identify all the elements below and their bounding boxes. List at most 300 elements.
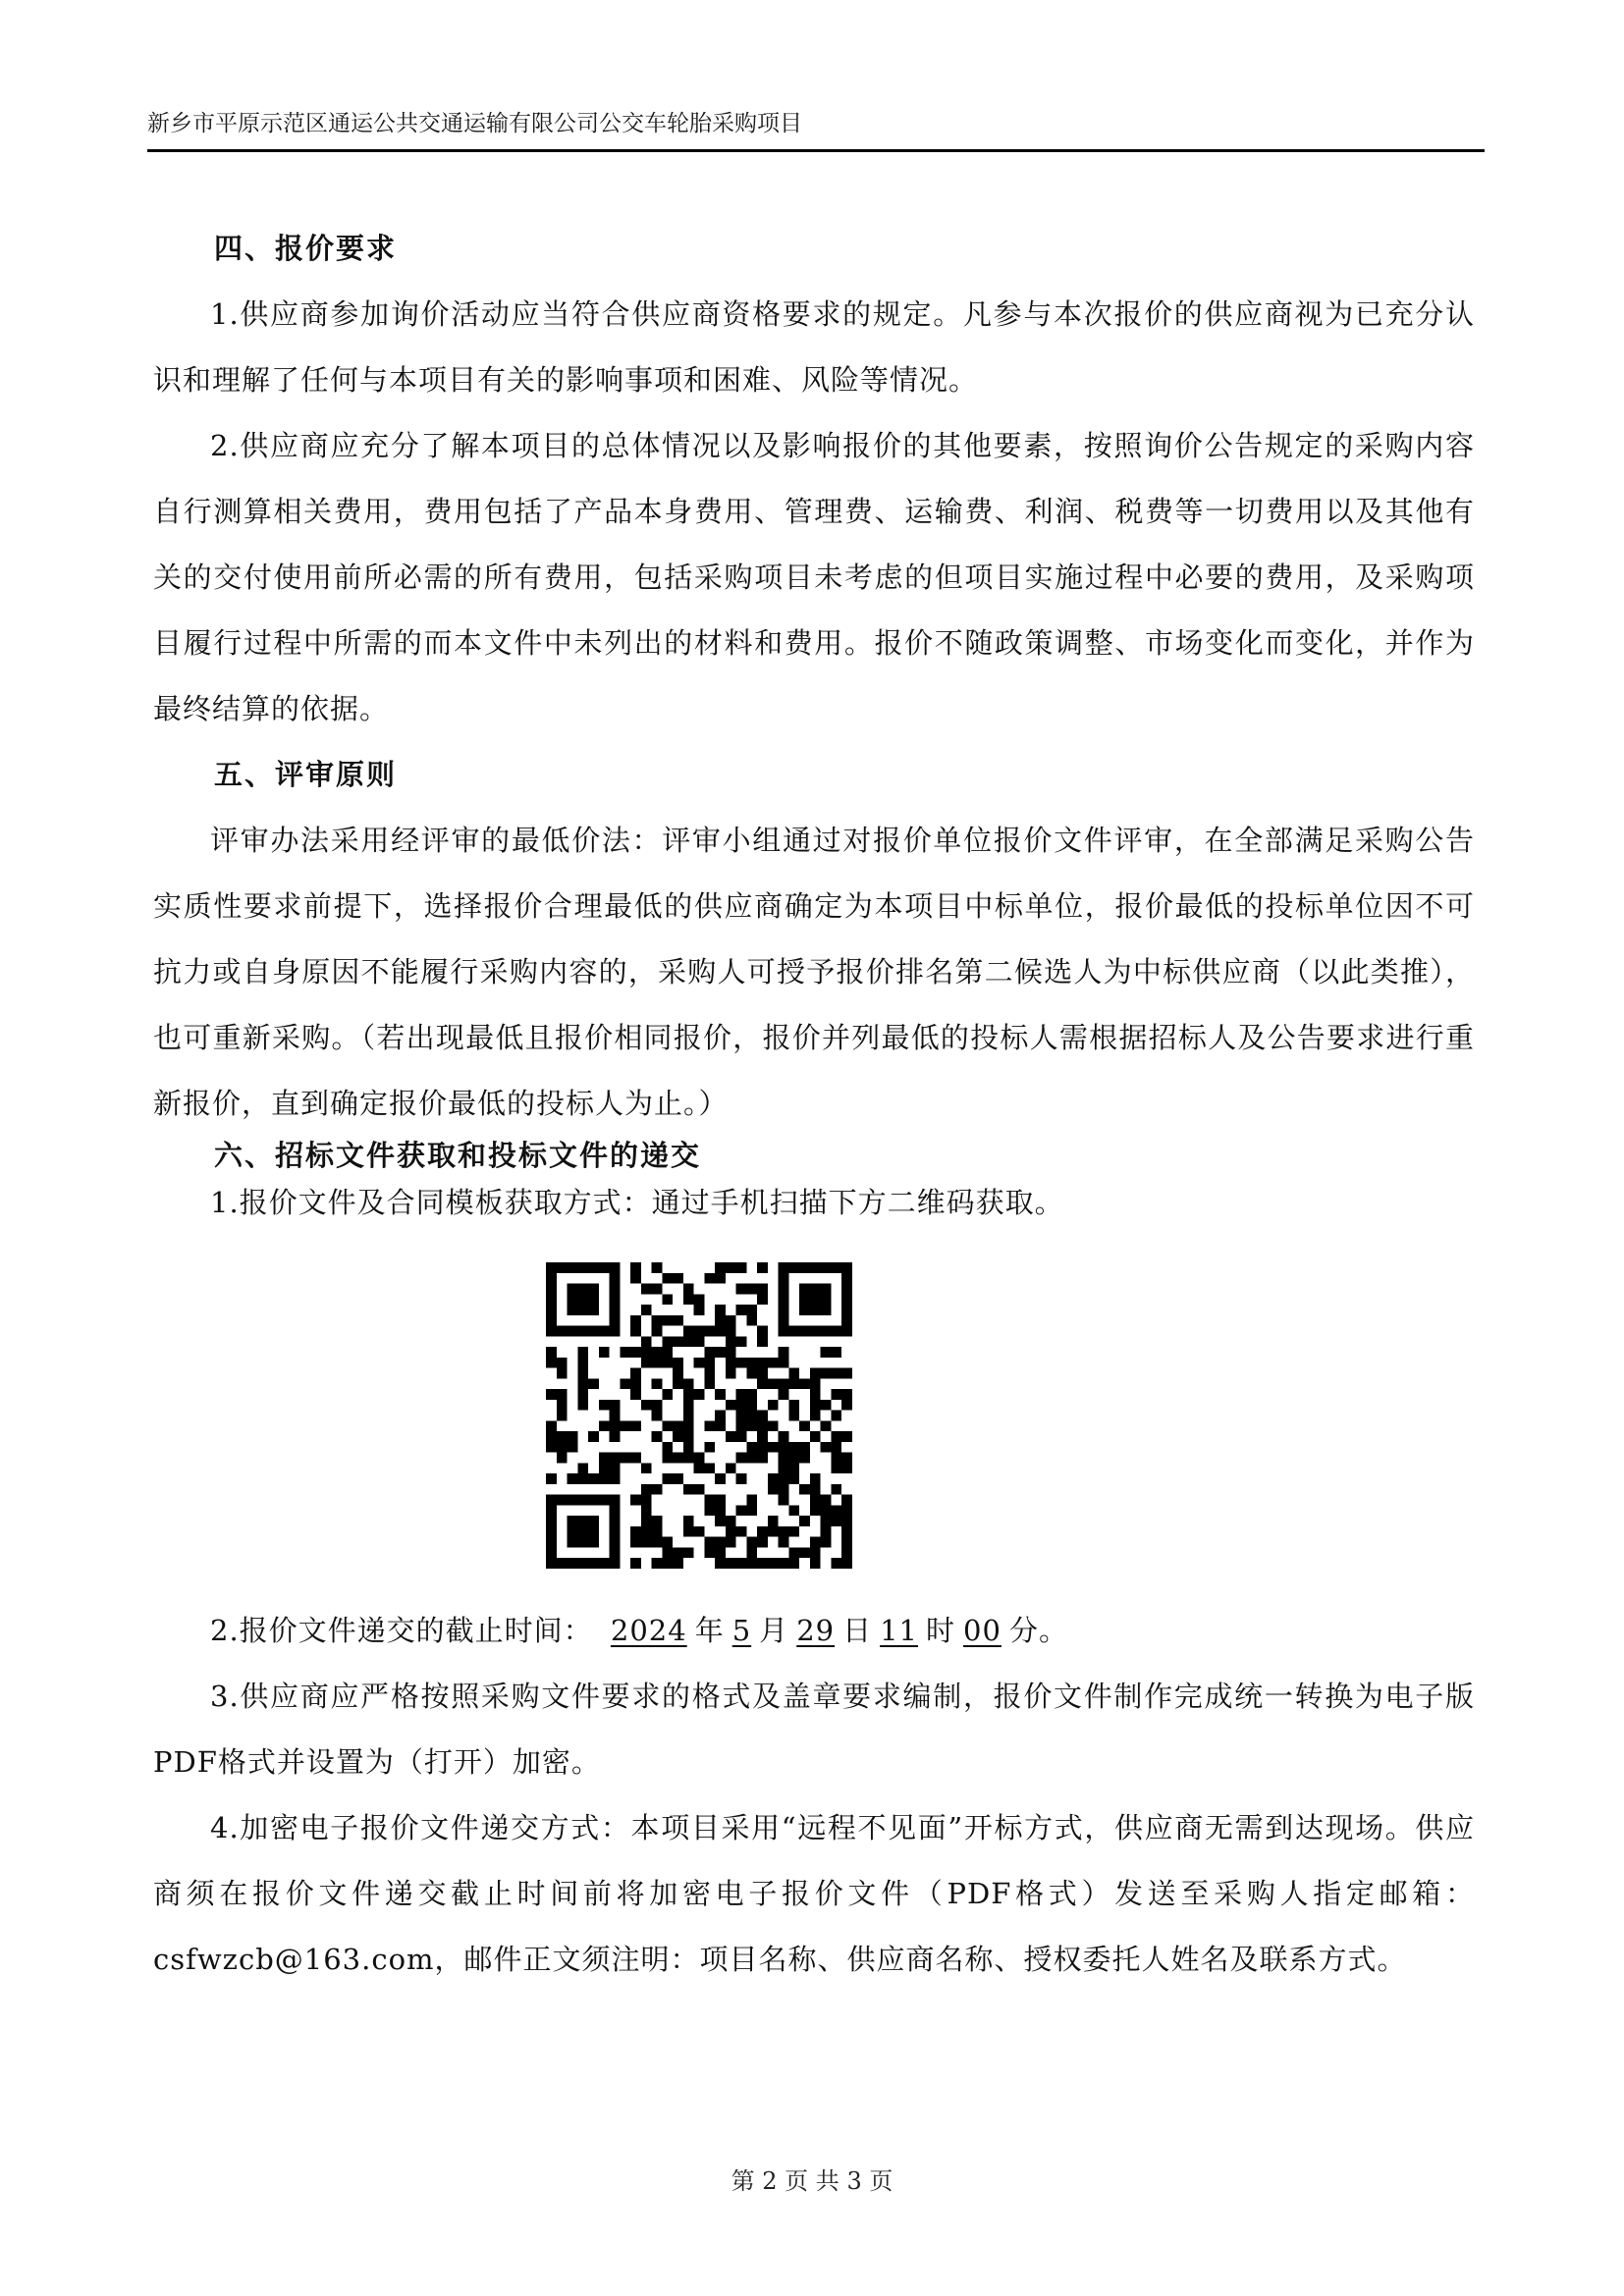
qr-module <box>652 1558 663 1569</box>
qr-module <box>610 1315 621 1326</box>
qr-module <box>610 1262 621 1273</box>
qr-module <box>568 1326 578 1337</box>
qr-module <box>610 1400 621 1411</box>
qr-module <box>810 1294 821 1305</box>
qr-module <box>841 1305 852 1315</box>
qr-module <box>610 1273 621 1284</box>
qr-module <box>831 1442 841 1453</box>
qr-module <box>726 1336 736 1347</box>
qr-module <box>831 1368 841 1379</box>
qr-module <box>726 1347 736 1358</box>
qr-module <box>683 1400 694 1411</box>
qr-module <box>841 1284 852 1295</box>
qr-module <box>673 1547 683 1558</box>
qr-module <box>779 1526 789 1537</box>
qr-module <box>746 1547 757 1558</box>
qr-module <box>704 1505 715 1516</box>
qr-module <box>683 1484 694 1495</box>
qr-module <box>768 1558 779 1569</box>
qr-module <box>610 1305 621 1315</box>
qr-module <box>841 1262 852 1273</box>
qr-module <box>779 1484 789 1495</box>
qr-module <box>683 1431 694 1442</box>
qr-module <box>746 1358 757 1368</box>
qr-module <box>810 1262 821 1273</box>
qr-module <box>788 1526 799 1537</box>
qr-module <box>831 1558 841 1569</box>
qr-module <box>799 1378 810 1389</box>
qr-module <box>799 1547 810 1558</box>
qr-module <box>641 1400 652 1411</box>
qr-module <box>673 1368 683 1379</box>
qr-module <box>577 1389 588 1400</box>
qr-module <box>768 1378 779 1389</box>
deadline-year: 2024 <box>610 1614 687 1647</box>
deadline-day: 29 <box>796 1614 836 1647</box>
qr-module <box>620 1378 630 1389</box>
qr-module <box>610 1284 621 1295</box>
qr-module <box>599 1473 610 1484</box>
qr-module <box>841 1516 852 1526</box>
qr-module <box>841 1315 852 1326</box>
qr-module <box>694 1463 705 1473</box>
qr-module <box>662 1315 673 1326</box>
qr-module <box>652 1516 663 1526</box>
qr-module <box>630 1495 641 1506</box>
qr-module <box>810 1431 821 1442</box>
qr-module <box>726 1463 736 1473</box>
qr-module <box>630 1378 641 1389</box>
qr-module <box>704 1463 715 1473</box>
qr-module <box>704 1537 715 1548</box>
paragraph: 4.加密电子报价文件递交方式：本项目采用“远程不见面”开标方式，供应商无需到达现场。供应商须在报价文件递交截止时间前将加密电子报价文件（PDF格式）发送至采购人指定邮箱：csfwzcb@163.com，邮件正文须注明：项目名称、供应商名称、授权委托人姓名及联系方式。 <box>153 1811 1475 1976</box>
qr-module <box>620 1453 630 1464</box>
qr-module <box>726 1516 736 1526</box>
qr-module <box>810 1473 821 1484</box>
qr-module <box>630 1537 641 1548</box>
qr-module <box>779 1358 789 1368</box>
qr-module <box>568 1442 578 1453</box>
qr-module <box>746 1411 757 1421</box>
qr-module <box>588 1495 599 1506</box>
qr-module <box>694 1484 705 1495</box>
qr-module <box>726 1558 736 1569</box>
qr-module <box>662 1453 673 1464</box>
qr-module <box>788 1368 799 1379</box>
qr-module <box>546 1431 557 1442</box>
qr-module <box>831 1463 841 1473</box>
qr-module <box>841 1453 852 1464</box>
qr-module <box>546 1326 557 1337</box>
qr-module <box>630 1558 641 1569</box>
page-number: 第 2 页 共 3 页 <box>731 2167 893 2195</box>
qr-module <box>810 1305 821 1315</box>
qr-module <box>736 1358 747 1368</box>
qr-module <box>841 1273 852 1284</box>
qr-module <box>599 1463 610 1473</box>
section-heading-quote-requirements: 四、报价要求 <box>214 232 398 265</box>
qr-module <box>610 1516 621 1526</box>
qr-module <box>841 1368 852 1379</box>
qr-module <box>779 1431 789 1442</box>
qr-module <box>715 1411 726 1421</box>
qr-module <box>630 1347 641 1358</box>
qr-module <box>821 1400 832 1411</box>
qr-module <box>557 1453 568 1464</box>
qr-module <box>577 1558 588 1569</box>
qr-module <box>577 1400 588 1411</box>
qr-module <box>568 1262 578 1273</box>
header-divider <box>147 149 1485 152</box>
qr-module <box>757 1294 768 1305</box>
qr-module <box>662 1273 673 1284</box>
qr-module <box>821 1505 832 1516</box>
qr-module <box>630 1368 641 1379</box>
qr-module <box>557 1442 568 1453</box>
qr-module <box>652 1431 663 1442</box>
qr-module <box>683 1284 694 1295</box>
qr-module <box>568 1516 578 1526</box>
qr-module <box>588 1305 599 1315</box>
qr-module <box>662 1442 673 1453</box>
qr-module <box>821 1495 832 1506</box>
qr-module <box>715 1547 726 1558</box>
qr-module <box>746 1420 757 1431</box>
qr-module <box>577 1378 588 1389</box>
qr-module <box>726 1431 736 1442</box>
qr-module <box>662 1294 673 1305</box>
qr-module <box>577 1347 588 1358</box>
qr-module <box>673 1336 683 1347</box>
deadline-hour-unit: 时 <box>926 1614 956 1647</box>
qr-module <box>588 1262 599 1273</box>
qr-module <box>736 1420 747 1431</box>
qr-module <box>768 1473 779 1484</box>
qr-module <box>588 1431 599 1442</box>
qr-module <box>641 1358 652 1368</box>
document-body <box>153 216 1475 1993</box>
page-header: 新乡市平原示范区通运公共交通运输有限公司公交车轮胎采购项目 <box>147 111 802 136</box>
qr-module <box>736 1389 747 1400</box>
qr-module <box>757 1358 768 1368</box>
qr-module <box>810 1484 821 1495</box>
deadline-label: 2.报价文件递交的截止时间： <box>210 1614 593 1647</box>
qr-module <box>704 1326 715 1337</box>
qr-module <box>821 1305 832 1315</box>
qr-module <box>568 1526 578 1537</box>
qr-module <box>546 1547 557 1558</box>
qr-module <box>799 1484 810 1495</box>
qr-module <box>588 1326 599 1337</box>
qr-module <box>757 1453 768 1464</box>
qr-module <box>546 1389 557 1400</box>
qr-module <box>810 1558 821 1569</box>
deadline-year-unit: 年 <box>694 1614 725 1647</box>
qr-module <box>568 1537 578 1548</box>
qr-module <box>841 1526 852 1537</box>
qr-module <box>568 1284 578 1295</box>
qr-module <box>831 1431 841 1442</box>
qr-module <box>557 1558 568 1569</box>
qr-module <box>821 1442 832 1453</box>
qr-module <box>652 1262 663 1273</box>
qr-module <box>683 1526 694 1537</box>
qr-module <box>610 1558 621 1569</box>
qr-module <box>557 1400 568 1411</box>
qr-module <box>599 1558 610 1569</box>
qr-module <box>779 1294 789 1305</box>
deadline-paragraph <box>153 1598 1475 1664</box>
qr-module <box>821 1526 832 1537</box>
qr-module <box>715 1326 726 1337</box>
qr-module <box>662 1537 673 1548</box>
qr-module <box>757 1368 768 1379</box>
qr-module <box>652 1378 663 1389</box>
section-heading-document-acquisition: 六、招标文件获取和投标文件的递交 <box>214 1139 702 1172</box>
qr-module <box>704 1442 715 1453</box>
qr-module <box>715 1347 726 1358</box>
qr-module <box>821 1347 832 1358</box>
qr-module <box>557 1389 568 1400</box>
qr-module <box>577 1526 588 1537</box>
qr-module <box>788 1558 799 1569</box>
qr-module <box>641 1526 652 1537</box>
qr-module <box>694 1358 705 1368</box>
qr-module <box>779 1262 789 1273</box>
qr-module <box>768 1420 779 1431</box>
qr-module <box>779 1273 789 1284</box>
qr-module <box>673 1473 683 1484</box>
qr-module <box>779 1453 789 1464</box>
qr-module <box>768 1400 779 1411</box>
qr-module <box>577 1305 588 1315</box>
qr-module <box>726 1368 736 1379</box>
qr-module <box>630 1262 641 1273</box>
qr-module <box>557 1368 568 1379</box>
qr-module <box>673 1378 683 1389</box>
qr-module <box>546 1262 557 1273</box>
qr-module <box>641 1305 652 1315</box>
qr-module <box>577 1262 588 1273</box>
qr-module <box>757 1284 768 1295</box>
qr-module <box>630 1326 641 1337</box>
qr-module <box>831 1262 841 1273</box>
qr-module <box>641 1505 652 1516</box>
qr-module <box>821 1284 832 1295</box>
qr-module <box>546 1516 557 1526</box>
qr-module <box>831 1453 841 1464</box>
qr-module <box>841 1389 852 1400</box>
qr-module <box>694 1336 705 1347</box>
qr-module <box>821 1516 832 1526</box>
qr-module <box>788 1326 799 1337</box>
qr-module <box>746 1505 757 1516</box>
qr-module <box>610 1537 621 1548</box>
qr-module <box>610 1411 621 1421</box>
qr-module <box>841 1505 852 1516</box>
qr-module <box>715 1473 726 1484</box>
qr-module <box>831 1347 841 1358</box>
qr-module <box>546 1558 557 1569</box>
qr-module <box>694 1294 705 1305</box>
qr-module <box>746 1558 757 1569</box>
qr-module <box>779 1284 789 1295</box>
qr-module <box>736 1473 747 1484</box>
qr-module <box>599 1420 610 1431</box>
qr-module <box>588 1378 599 1389</box>
qr-module <box>821 1368 832 1379</box>
qr-module <box>821 1294 832 1305</box>
qr-module <box>726 1537 736 1548</box>
qr-module <box>779 1473 789 1484</box>
qr-module <box>652 1537 663 1548</box>
qr-module <box>610 1420 621 1431</box>
qr-module <box>630 1420 641 1431</box>
qr-module <box>788 1442 799 1453</box>
qr-module <box>821 1326 832 1337</box>
qr-module <box>557 1495 568 1506</box>
qr-module <box>557 1326 568 1337</box>
paragraph: 2.供应商应充分了解本项目的总体情况以及影响报价的其他要素，按照询价公告规定的采购内容自行测算相关费用，费用包括了产品本身费用、管理费、运输费、利润、税费等一切费用以及其他有关的交付使用前所必需的所有费用，包括采购项目未考虑的但项目实施过程中必要的费用，及采购项目履行过程中所需的而本文件中未列出的材料和费用。报价不随政策调整、市场变化而变化，并作为最终结算的依据。 <box>153 429 1475 725</box>
qr-module <box>831 1484 841 1495</box>
qr-module <box>683 1336 694 1347</box>
qr-module <box>683 1442 694 1453</box>
qr-module <box>683 1547 694 1558</box>
qr-module <box>546 1473 557 1484</box>
qr-module <box>641 1495 652 1506</box>
qr-module <box>757 1431 768 1442</box>
qr-module <box>757 1420 768 1431</box>
qr-module <box>599 1400 610 1411</box>
qr-module <box>810 1378 821 1389</box>
qr-module <box>662 1358 673 1368</box>
qr-module <box>694 1453 705 1464</box>
qr-module <box>810 1389 821 1400</box>
qr-module <box>630 1273 641 1284</box>
qr-module <box>694 1305 705 1315</box>
qr-module <box>546 1315 557 1326</box>
qr-module <box>736 1336 747 1347</box>
qr-module <box>704 1347 715 1358</box>
qr-module <box>788 1400 799 1411</box>
qr-module <box>831 1326 841 1337</box>
qr-module <box>673 1558 683 1569</box>
qr-module <box>599 1453 610 1464</box>
qr-module <box>779 1558 789 1569</box>
qr-module <box>788 1411 799 1421</box>
qr-module <box>736 1558 747 1569</box>
qr-module <box>810 1537 821 1548</box>
qr-module <box>546 1358 557 1368</box>
qr-module <box>736 1431 747 1442</box>
deadline-day-unit: 日 <box>842 1614 873 1647</box>
qr-module <box>779 1378 789 1389</box>
qr-module <box>652 1526 663 1537</box>
qr-module <box>546 1305 557 1315</box>
qr-module <box>599 1326 610 1337</box>
qr-code-icon[interactable] <box>546 1262 852 1569</box>
qr-module <box>810 1505 821 1516</box>
qr-module <box>610 1495 621 1506</box>
qr-module <box>577 1495 588 1506</box>
qr-module <box>588 1284 599 1295</box>
qr-module <box>821 1420 832 1431</box>
qr-module <box>610 1294 621 1305</box>
qr-module <box>757 1336 768 1347</box>
qr-module <box>841 1400 852 1411</box>
qr-module <box>746 1368 757 1379</box>
qr-module <box>694 1526 705 1537</box>
qr-module <box>715 1420 726 1431</box>
qr-module <box>610 1547 621 1558</box>
qr-module <box>577 1537 588 1548</box>
qr-module <box>641 1284 652 1295</box>
qr-module <box>726 1315 736 1326</box>
qr-module <box>588 1537 599 1548</box>
qr-module <box>715 1505 726 1516</box>
paragraph: 3.供应商应严格按照采购文件要求的格式及盖章要求编制，报价文件制作完成统一转换为电子版PDF格式并设置为（打开）加密。 <box>153 1680 1475 1779</box>
qr-module <box>694 1326 705 1337</box>
qr-module <box>746 1400 757 1411</box>
qr-module <box>620 1420 630 1431</box>
qr-module <box>683 1420 694 1431</box>
qr-module <box>726 1326 736 1337</box>
qr-module <box>831 1411 841 1421</box>
qr-module <box>546 1505 557 1516</box>
qr-module <box>673 1273 683 1284</box>
qr-module <box>557 1431 568 1442</box>
qr-module <box>715 1495 726 1506</box>
qr-module <box>726 1262 736 1273</box>
paragraph: 1.供应商参加询价活动应当符合供应商资格要求的规定。凡参与本次报价的供应商视为已充分认识和理解了任何与本项目有关的影响事项和困难、风险等情况。 <box>153 297 1475 397</box>
qr-module <box>610 1473 621 1484</box>
qr-module <box>588 1526 599 1537</box>
qr-module <box>610 1505 621 1516</box>
qr-module <box>588 1473 599 1484</box>
qr-module <box>577 1368 588 1379</box>
qr-module <box>821 1537 832 1548</box>
qr-module <box>546 1442 557 1453</box>
qr-module <box>757 1411 768 1421</box>
qr-module <box>546 1347 557 1358</box>
qr-module <box>588 1516 599 1526</box>
qr-module <box>768 1516 779 1526</box>
qr-module <box>641 1347 652 1358</box>
qr-module <box>630 1526 641 1537</box>
qr-module <box>779 1305 789 1315</box>
qr-module <box>736 1411 747 1421</box>
qr-module <box>715 1262 726 1273</box>
qr-module <box>630 1389 641 1400</box>
qr-module <box>673 1315 683 1326</box>
qr-module <box>641 1463 652 1473</box>
qr-module <box>810 1368 821 1379</box>
qr-module <box>662 1558 673 1569</box>
qr-module <box>841 1495 852 1506</box>
qr-module <box>568 1558 578 1569</box>
qr-module <box>736 1262 747 1273</box>
qr-module <box>736 1526 747 1537</box>
qr-module <box>779 1537 789 1548</box>
qr-module <box>768 1358 779 1368</box>
qr-module <box>736 1505 747 1516</box>
qr-module <box>546 1273 557 1284</box>
deadline-minute-unit: 分。 <box>1008 1614 1068 1647</box>
qr-module <box>683 1294 694 1305</box>
qr-module <box>799 1516 810 1526</box>
qr-module <box>599 1495 610 1506</box>
qr-module <box>683 1378 694 1389</box>
